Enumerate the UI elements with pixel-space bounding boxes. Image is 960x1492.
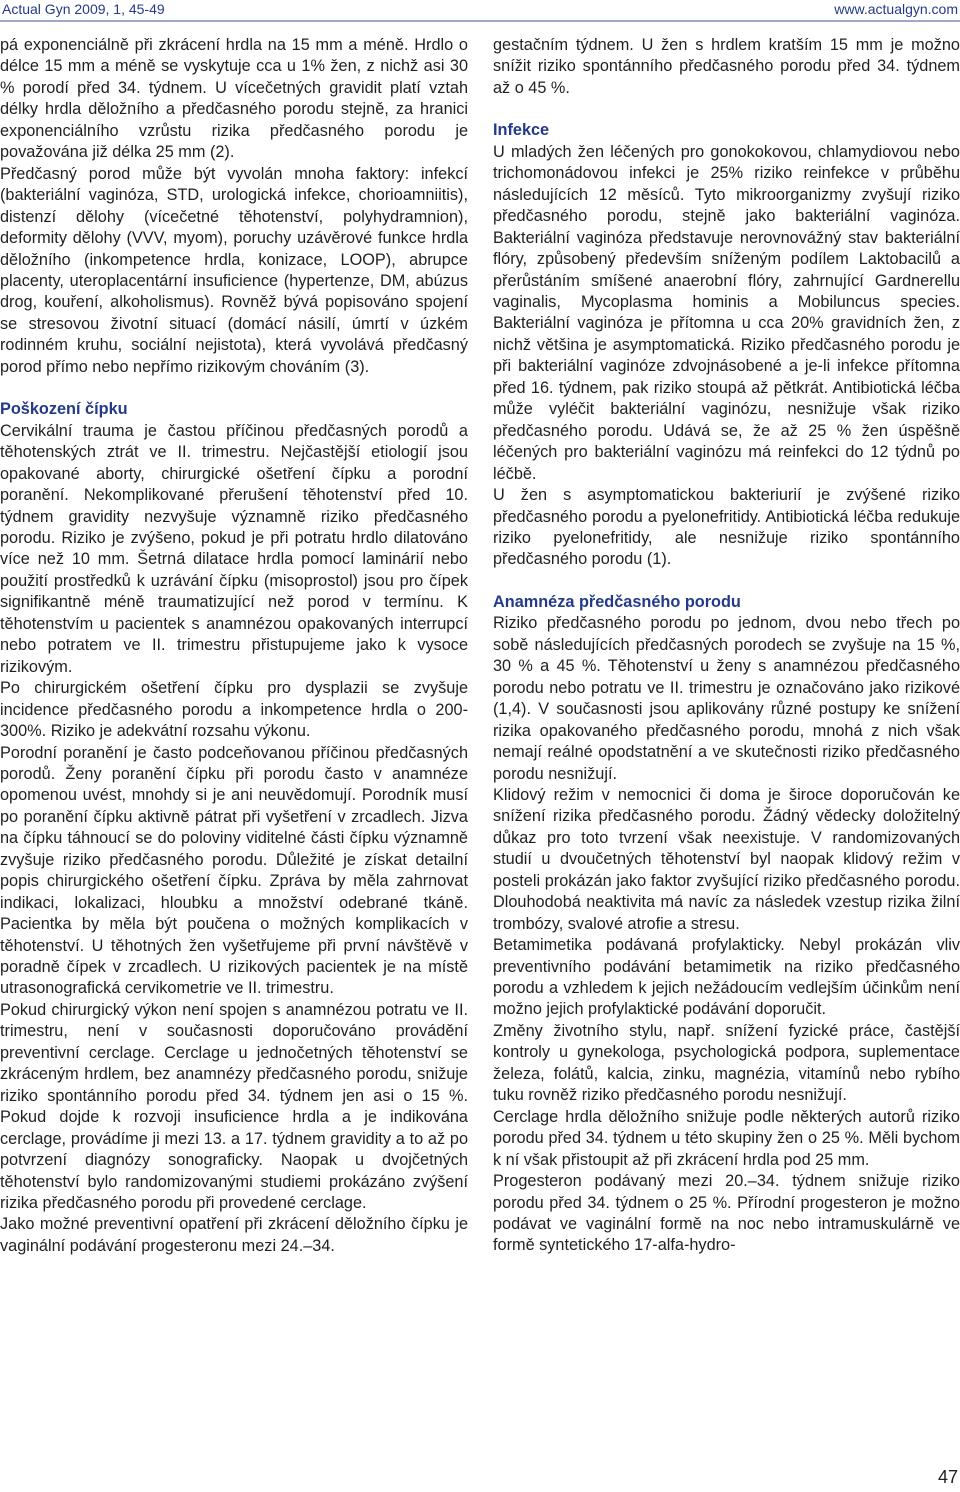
section-heading-poskozeni-cipku: Poškození čípku [0,400,128,419]
paragraph: Pokud chirurgický výkon není spojen s anamnézou potratu ve II. trimestru, není v současnosti doporučováno provádění preventivní cerclage. Cerclage u jednočetných těhotenství se zkráceným hrdlem, bez anamnézy předčasného porodu, snižuje riziko spontánního porodu před 34. týdnem jen asi o 15 %. Pokud dojde k rozvoji insuficience hrdla a je indikována cerclage, provádíme ji mezi 13. a 17. týdnem gravidity a to až po potvrzení diagnózy sonograficky. Naopak u dvojčetných těhotenství bylo randomizovanými studiemi prokázáno zvýšení rizika předčasného porodu při provedené cerclage. [0,1000,468,1213]
paragraph: Cerclage hrdla děložního snižuje podle některých autorů riziko porodu před 34. týdnem u této skupiny žen o 25 %. Měli bychom k ní však přistoupit až při zkrácení hrdla pod 25 mm. [493,1107,960,1169]
paragraph: U žen s asymptomatickou bakteriurií je zvýšené riziko předčasného porodu a pyelonefritidy. Antibiotická léčba redukuje riziko pyelonefritidy, ale nesnižuje riziko spontánního předčasného porodu (1). [493,486,960,569]
paragraph: Progesteron podávaný mezi 20.–34. týdnem snižuje riziko porodu před 34. týdnem o 25 %. Přírodní progesteron je možno podávat ve vaginální formě na noc nebo intramuskulárně ve formě syntetického 17-alfa-hydro- [493,1172,960,1255]
section-spacer [493,99,960,120]
section-heading-anamneza: Anamnéza předčasného porodu [493,592,741,611]
running-header [0,0,960,22]
paragraph: Cervikální trauma je častou příčinou předčasných porodů a těhotenských ztrát ve II. trimestru. Nejčastější etiologií jsou opakované aborty, chirurgické ošetření čípku a porodní poranění. Nekomplikované přerušení těhotenství před 10. týdnem gravidity nezvyšuje významně riziko předčasného porodu. Riziko je zvýšeno, pokud je při potratu hrdlo dilatováno více než 10 mm. Šetrná dilatace hrdla pomocí laminárií nebo použití prostředků k uzrávání čípku (misoprostol) jsou pro čípek signifikantně méně traumatizující než porod v termínu. K těhotenstvím u pacientek s anamnézou opakovaných interrupcí nebo potratem ve II. trimestru přistupujeme jako k vysoce rizikovým. [0,421,468,676]
paragraph: gestačním týdnem. U žen s hrdlem kratším 15 mm je možno snížit riziko spontánního předčasného porodu před 34. týdnem až o 45 %. [493,36,960,97]
section-spacer [493,571,960,592]
section-spacer [0,378,468,399]
left-column [0,35,468,1257]
section-heading-infekce: Infekce [493,121,550,140]
journal-citation: Actual Gyn 2009, 1, 45-49 [2,1,165,17]
paragraph: Změny životního stylu, např. snížení fyzické práce, častější kontroly u gynekologa, psychologická podpora, suplementace železa, folátů, kalcia, zinku, magnézia, vitamínů nebo rybího tuku rovněž riziko předčasného porodu nesnižují. [493,1021,960,1105]
paragraph: Betamimetika podávaná profylakticky. Nebyl prokázán vliv preventivního podávání betamimetik na riziko předčasného porodu a vzhledem k jejich nežádoucím vedlejším účinkům není možno jejich profylaktické podávání doporučit. [493,936,960,1019]
right-column [493,35,960,1257]
paragraph: Riziko předčasného porodu po jednom, dvou nebo třech po sobě následujících předčasných porodech se zvyšuje na 15 %, 30 % a 45 %. Těhotenství u ženy s anamnézou předčasného porodu nebo potratu ve II. trimestru je označováno jako rizikové (1,4). V současnosti jsou aplikovány různé postupy ke snížení rizika opakovaného předčasného porodu, mnohá z nich však nemají reálné opodstatnění a ve skutečnosti riziko předčasného porodu nesnižují. [493,614,960,783]
page-number: 47 [937,1467,958,1487]
paragraph: Jako možné preventivní opatření při zkrácení děložního čípku je vaginální podávání progesteronu mezi 24.–34. [0,1215,468,1255]
paragraph: pá exponenciálně při zkrácení hrdla na 15 mm a méně. Hrdlo o délce 15 mm a méně se vyskytuje cca u 1% žen, z nichž asi 30 % porodí před 34. týdnem. U vícečetných gravidit platí vztah délky hrdla děložního a předčasného porodu stejně, za hranici exponenciálního vzrůstu rizika předčasného porodu je považována již délka 25 mm (2). [0,36,468,162]
journal-website: www.actualgyn.com [834,1,958,17]
paragraph: Předčasný porod může být vyvolán mnoha faktory: infekcí (bakteriální vaginóza, STD, urologická infekce, chorioamniitis), distenzí dělohy (vícečetné těhotenství, polyhydramnion), deformity dělohy (VVV, myom), poruchy uzávěrové funkce hrdla děložního (inkompetence hrdla, konizace, LOOP), abrupce placenty, uteroplacentární insuficience (hypertenze, DM, abúzus drog, kouření, alkoholismus). Rovněž bývá popisováno spojení se stresovou životní situací (domácí násilí, úmrtí v úzkém rodinném kruhu, sociální nejistota), která vyvolává předčasný porod přímo nebo nepřímo rizikovým chováním (3). [0,164,468,376]
paragraph: U mladých žen léčených pro gonokokovou, chlamydiovou nebo trichomonádovou infekci je 25% riziko reinfekce v průběhu následujících 12 měsíců. Tyto mikroorganizmy zvyšují riziko předčasného porodu, stejně jako bakteriální vaginóza. Bakteriální vaginóza představuje nerovnovážný stav bakteriální flóry, způsobený především sníženým podílem Laktobacilů a přerůstáním smíšené anaerobní flóry, zahrnující Gardnerellu vaginalis, Mycoplasma hominis a Mobiluncus species. Bakteriální vaginóza je přítomna u cca 20% gravidních žen, z nichž většina je asymptomatická. Riziko předčasného porodu je při bakteriální vaginóze zdvojnásobené a je-li infekce přítomna před 16. týdnem, pak riziko stoupá až pětkrát. Antibiotická léčba může vyléčit bakteriální vaginózu, nesnižuje však riziko předčasného porodu. Udává se, že až 25 % žen úspěšně léčených pro bakteriální vaginózu má reinfekci do 12 týdnů po léčbě. [493,142,960,483]
paragraph: Klidový režim v nemocnici či doma je široce doporučován ke snížení rizika předčasného porodu. Žádný vědecky doložitelný důkaz pro toto tvrzení však neexistuje. V randomizovaných studií u dvoučetných těhotenství byl naopak klidový režim v posteli prokázán jako faktor zvyšující riziko předčasného porodu. Dlouhodobá neaktivita má navíc za následek vzestup rizika žilní trombózy, svalové atrofie a stresu. [493,785,960,933]
paragraph: Porodní poranění je často podceňovanou příčinou předčasných porodů. Ženy poranění čípku při porodu často v anamnéze opomenou uvést, mnohdy si je ani neuvědomují. Porodník musí po poranění čípku aktivně pátrat při vyšetření v zrcadlech. Jizva na čípku táhnoucí se do poloviny viditelné části čípku významně zvyšuje riziko předčasného porodu. Důležité je získat detailní popis chirurgického ošetření čípku. Zpráva by měla zahrnovat indikaci, lokalizaci, hloubku a množství odebrané tkáně. Pacientka by měla být poučena o možných komplikacích v těhotenství. U těhotných žen vyšetřujeme při první návštěvě v poradně čípek v zrcadlech. U rizikových pacientek je na místě utrasonografická cervikometrie ve II. trimestru. [0,743,468,998]
paragraph: Po chirurgickém ošetření čípku pro dysplazii se zvyšuje incidence předčasného porodu a inkompetence hrdla o 200-300%. Riziko je adekvátní rozsahu výkonu. [0,679,468,741]
